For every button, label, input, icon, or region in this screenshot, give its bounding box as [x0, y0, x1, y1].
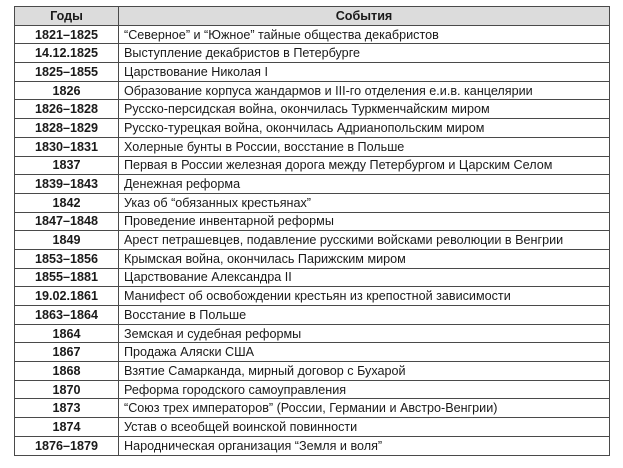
table-row [15, 137, 610, 156]
table-row [15, 418, 610, 437]
event-cell: Народническая организация “Земля и воля” [119, 436, 610, 455]
event-cell: Продажа Аляски США [119, 343, 610, 362]
year-cell: 1825–1855 [15, 63, 119, 82]
event-cell: Денежная реформа [119, 175, 610, 194]
table-row [15, 268, 610, 287]
table-row [15, 249, 610, 268]
table-row [15, 436, 610, 455]
year-cell: 1828–1829 [15, 119, 119, 138]
history-events-table [14, 6, 610, 456]
event-cell: Царствование Николая I [119, 63, 610, 82]
year-cell: 1870 [15, 380, 119, 399]
table-row [15, 119, 610, 138]
year-cell: 1868 [15, 362, 119, 381]
event-cell: Русско-турецкая война, окончилась Адрианопольским миром [119, 119, 610, 138]
table-row [15, 44, 610, 63]
header-events: События [119, 7, 610, 26]
table-row [15, 81, 610, 100]
table-row [15, 63, 610, 82]
event-cell: Образование корпуса жандармов и III-го отделения е.и.в. канцелярии [119, 81, 610, 100]
table-row [15, 287, 610, 306]
table-row [15, 100, 610, 119]
event-cell: Царствование Александра II [119, 268, 610, 287]
table-row [15, 324, 610, 343]
year-cell: 1876–1879 [15, 436, 119, 455]
history-table-container [14, 6, 609, 456]
event-cell: Реформа городского самоуправления [119, 380, 610, 399]
event-cell: Манифест об освобождении крестьян из крепостной зависимости [119, 287, 610, 306]
table-row [15, 175, 610, 194]
table-row [15, 193, 610, 212]
year-cell: 1863–1864 [15, 306, 119, 325]
table-row [15, 25, 610, 44]
year-cell: 1867 [15, 343, 119, 362]
event-cell: Указ об “обязанных крестьянах” [119, 193, 610, 212]
event-cell: Первая в России железная дорога между Петербургом и Царским Селом [119, 156, 610, 175]
year-cell: 1864 [15, 324, 119, 343]
event-cell: Проведение инвентарной реформы [119, 212, 610, 231]
table-row [15, 306, 610, 325]
year-cell: 1837 [15, 156, 119, 175]
table-row [15, 362, 610, 381]
event-cell: Земская и судебная реформы [119, 324, 610, 343]
table-row [15, 231, 610, 250]
year-cell: 1849 [15, 231, 119, 250]
year-cell: 1839–1843 [15, 175, 119, 194]
event-cell: Взятие Самарканда, мирный договор с Бухарой [119, 362, 610, 381]
event-cell: Крымская война, окончилась Парижским миром [119, 249, 610, 268]
year-cell: 19.02.1861 [15, 287, 119, 306]
table-row [15, 343, 610, 362]
event-cell: “Союз трех императоров” (России, Германии и Австро-Венгрии) [119, 399, 610, 418]
year-cell: 1826 [15, 81, 119, 100]
table-row [15, 380, 610, 399]
event-cell: Устав о всеобщей воинской повинности [119, 418, 610, 437]
year-cell: 1873 [15, 399, 119, 418]
year-cell: 1842 [15, 193, 119, 212]
year-cell: 1855–1881 [15, 268, 119, 287]
event-cell: Арест петрашевцев, подавление русскими войсками революции в Венгрии [119, 231, 610, 250]
year-cell: 1853–1856 [15, 249, 119, 268]
year-cell: 1821–1825 [15, 25, 119, 44]
event-cell: Русско-персидская война, окончилась Туркменчайским миром [119, 100, 610, 119]
year-cell: 14.12.1825 [15, 44, 119, 63]
year-cell: 1847–1848 [15, 212, 119, 231]
event-cell: Холерные бунты в России, восстание в Польше [119, 137, 610, 156]
event-cell: “Северное” и “Южное” тайные общества декабристов [119, 25, 610, 44]
year-cell: 1826–1828 [15, 100, 119, 119]
table-row [15, 399, 610, 418]
event-cell: Выступление декабристов в Петербурге [119, 44, 610, 63]
event-cell: Восстание в Польше [119, 306, 610, 325]
table-row [15, 212, 610, 231]
table-row [15, 156, 610, 175]
header-years: Годы [15, 7, 119, 26]
year-cell: 1830–1831 [15, 137, 119, 156]
table-header-row [15, 7, 610, 26]
year-cell: 1874 [15, 418, 119, 437]
